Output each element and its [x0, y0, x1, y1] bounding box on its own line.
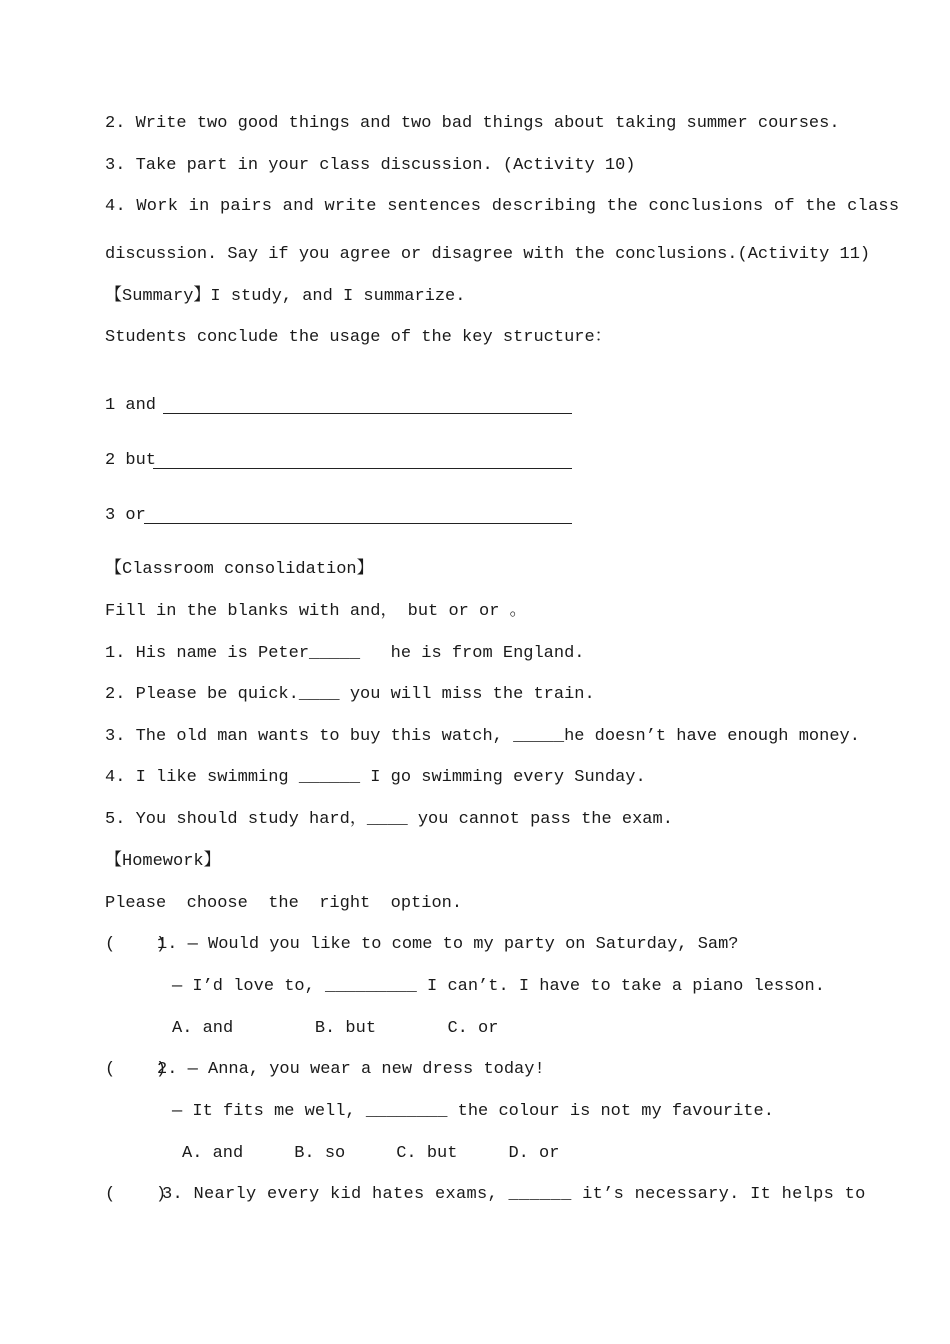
summary-item-and: 1 and [105, 396, 157, 415]
consolidation-item-5: 5. You should study hard，____ you cannot pass the exam. [105, 810, 673, 829]
consolidation-item-2: 2. Please be quick.____ you will miss the train. [105, 685, 595, 704]
answer-line-and[interactable] [163, 413, 572, 414]
homework-instruction: Please choose the right option. [105, 894, 463, 913]
summary-item-but: 2 but [105, 451, 157, 470]
summary-item-or: 3 or [105, 506, 146, 525]
consolidation-item-3: 3. The old man wants to buy this watch, _____he doesn’t have enough money. [105, 727, 860, 746]
question-3-answer-box[interactable]: ( ) [105, 1185, 167, 1204]
summary-heading: 【Summary】I study, and I summarize. [105, 287, 466, 306]
question-2-options: A. and B. so C. but D. or [182, 1144, 560, 1163]
homework-heading: 【Homework】 [105, 852, 221, 871]
consolidation-heading: 【Classroom consolidation】 [105, 560, 374, 579]
question-2-stem: 2. — Anna, you wear a new dress today! [157, 1060, 545, 1079]
question-2-answer-box[interactable]: ( ) [105, 1060, 167, 1079]
consolidation-item-1: 1. His name is Peter_____ he is from England. [105, 644, 585, 663]
question-2-reply: — It fits me well, ________ the colour is not my favourite. [172, 1102, 774, 1121]
task-2: 2. Write two good things and two bad things about taking summer courses. [105, 114, 840, 133]
answer-line-or[interactable] [144, 523, 572, 524]
task-3: 3. Take part in your class discussion. (Activity 10) [105, 156, 636, 175]
task-4: 4. Work in pairs and write sentences describing the conclusions of the class [105, 197, 900, 216]
question-1-options: A. and B. but C. or [172, 1019, 499, 1038]
answer-line-but[interactable] [153, 468, 572, 469]
question-1-stem: 1. — Would you like to come to my party on Saturday, Sam? [157, 935, 739, 954]
summary-prompt: Students conclude the usage of the key structure： [105, 328, 612, 347]
consolidation-instruction: Fill in the blanks with and， but or or 。 [105, 602, 527, 621]
task-4-continued: discussion. Say if you agree or disagree with the conclusions.(Activity 11) [105, 245, 871, 264]
question-3-stem: 3. Nearly every kid hates exams, ______ it’s necessary. It helps to [162, 1185, 866, 1204]
question-1-answer-box[interactable]: ( ) [105, 935, 167, 954]
question-1-reply: — I’d love to, _________ I can’t. I have to take a piano lesson. [172, 977, 825, 996]
consolidation-item-4: 4. I like swimming ______ I go swimming every Sunday. [105, 768, 646, 787]
